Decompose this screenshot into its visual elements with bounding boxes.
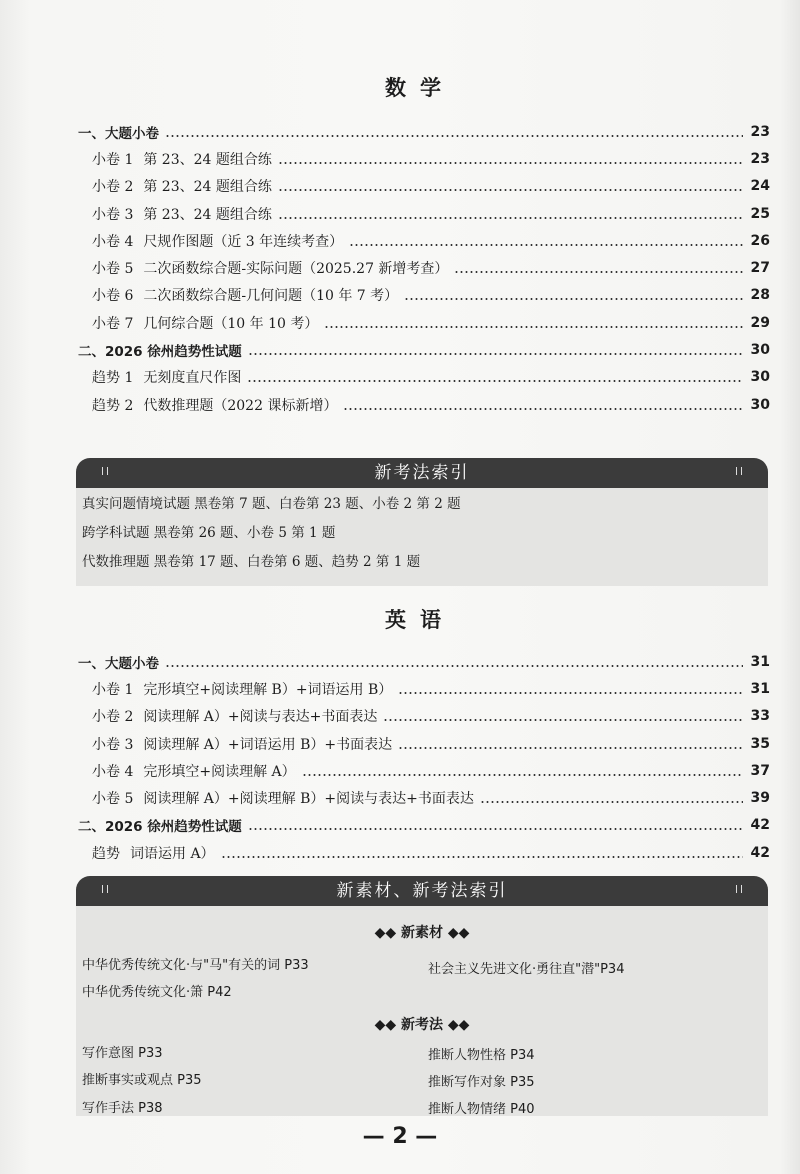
toc-page-number: 30: [750, 369, 770, 386]
toc-leader-dots: [454, 271, 742, 273]
index-value: 黑卷第 7 题、白卷第 23 题、小卷 2 第 2 题: [194, 496, 461, 512]
toc-entry-label: [92, 706, 377, 726]
index-key: 真实问题情境试题: [82, 496, 190, 512]
toc-section-row: [78, 118, 770, 145]
toc-page-number: 31: [750, 653, 770, 670]
toc-entry-number: 小卷 2: [92, 179, 134, 196]
toc-entry-title: 阅读理解 A）+阅读理解 B）+阅读与表达+书面表达: [143, 791, 474, 808]
toc-entry-title: 代数推理题（2022 课标新增）: [143, 397, 338, 414]
toc-entry-title: 二次函数综合题-几何问题（10 年 7 考）: [143, 288, 399, 305]
toc-entry-row: [78, 254, 770, 281]
toc-leader-dots: [302, 774, 743, 776]
method-item: 推断人物性格 P34: [428, 1048, 535, 1063]
toc-entry-row: [78, 703, 770, 730]
toc-entry-title: 无刻度直尺作图: [143, 370, 242, 387]
toc-entry-title: 第 23、24 题组合练: [143, 206, 272, 223]
method-item: 写作意图 P33: [82, 1046, 163, 1061]
math-index-box: [76, 488, 768, 586]
toc-leader-dots: [349, 244, 742, 246]
banner-decoration: [102, 885, 108, 893]
toc-entry-label: [92, 285, 398, 305]
toc-entry-row: [78, 173, 770, 200]
toc-leader-dots: [278, 189, 743, 191]
toc-entry-label: 二、2026 徐州趋势性试题: [78, 344, 242, 361]
toc-entry-row: [78, 839, 770, 866]
toc-entry-number: 趋势: [92, 845, 120, 862]
toc-entry-row: [78, 675, 770, 702]
toc-leader-dots: [480, 801, 743, 803]
toc-entry-row: [78, 784, 770, 811]
english-index-banner: [76, 876, 768, 906]
toc-leader-dots: [248, 828, 743, 830]
toc-page-number: 42: [750, 844, 770, 861]
toc-entry-title: 词语运用 A）: [130, 845, 215, 862]
toc-leader-dots: [221, 856, 743, 858]
toc-entry-label: [92, 258, 448, 278]
new-materials-heading: ◆◆ 新素材 ◆◆: [374, 925, 470, 941]
toc-entry-number: 小卷 3: [92, 206, 134, 223]
toc-section-row: [78, 336, 770, 363]
toc-leader-dots: [398, 747, 742, 749]
toc-entry-title: 完形填空+阅读理解 A）: [143, 763, 296, 780]
toc-leader-dots: [324, 326, 742, 328]
toc-page-number: 26: [750, 232, 770, 249]
toc-entry-label: [92, 149, 272, 169]
material-item: 社会主义先进文化·勇往直"潜"P34: [428, 962, 625, 977]
toc-page-number: 23: [750, 150, 770, 167]
toc-entry-row: [78, 391, 770, 418]
toc-leader-dots: [278, 217, 743, 219]
toc-entry-label: [92, 734, 392, 754]
index-value: 黑卷第 26 题、小卷 5 第 1 题: [153, 525, 336, 541]
toc-entry-label: [92, 204, 272, 224]
toc-section-row: [78, 812, 770, 839]
toc-page-number: 27: [750, 260, 770, 277]
toc-entry-row: [78, 730, 770, 757]
index-value: 黑卷第 17 题、白卷第 6 题、趋势 2 第 1 题: [153, 554, 421, 570]
math-index-banner-title: 新考法索引: [374, 463, 470, 483]
toc-page-number: 33: [750, 708, 770, 725]
toc-page-number: 28: [750, 287, 770, 304]
toc-page-number: 29: [750, 314, 770, 331]
toc-leader-dots: [247, 380, 742, 382]
toc-entry-row: [78, 200, 770, 227]
toc-entry-title: 完形填空+阅读理解 B）+词语运用 B）: [143, 681, 393, 698]
index-key: 代数推理题: [82, 554, 150, 570]
math-index-banner: [76, 458, 768, 488]
toc-leader-dots: [343, 408, 742, 410]
english-section-title: 英语: [385, 608, 455, 632]
method-item: 推断写作对象 P35: [428, 1075, 535, 1090]
toc-entry-number: 小卷 7: [92, 315, 134, 332]
banner-decoration: [736, 467, 742, 475]
toc-page-number: 42: [750, 817, 770, 834]
new-methods-heading: ◆◆ 新考法 ◆◆: [374, 1017, 470, 1033]
toc-leader-dots: [278, 162, 743, 164]
toc-entry-label: 一、大题小卷: [78, 655, 159, 672]
index-row: [76, 519, 768, 548]
toc-entry-row: [78, 757, 770, 784]
toc-entry-row: [78, 364, 770, 391]
toc-entry-title: 阅读理解 A）+阅读与表达+书面表达: [143, 709, 378, 726]
english-index-box: [76, 906, 768, 1116]
toc-entry-number: 小卷 5: [92, 261, 134, 278]
toc-entry-row: [78, 309, 770, 336]
method-item: 推断事实或观点 P35: [82, 1073, 202, 1088]
toc-entry-title: 二次函数综合题-实际问题（2025.27 新增考查）: [143, 261, 449, 278]
toc-entry-label: [92, 231, 343, 251]
toc-entry-number: 小卷 4: [92, 763, 134, 780]
toc-entry-label: [92, 761, 296, 781]
toc-entry-label: [92, 395, 337, 415]
toc-entry-label: [92, 843, 215, 863]
toc-entry-row: [78, 282, 770, 309]
banner-decoration: [736, 885, 742, 893]
toc-entry-label: [92, 367, 241, 387]
index-key: 跨学科试题: [82, 525, 150, 541]
toc-entry-label: 一、大题小卷: [78, 125, 159, 142]
toc-entry-label: 二、2026 徐州趋势性试题: [78, 819, 242, 836]
toc-entry-number: 小卷 6: [92, 288, 134, 305]
toc-section-row: [78, 648, 770, 675]
toc-entry-number: 趋势 2: [92, 397, 134, 414]
toc-leader-dots: [404, 298, 742, 300]
toc-page-number: 31: [750, 680, 770, 697]
toc-leader-dots: [165, 135, 743, 137]
toc-entry-label: [92, 176, 272, 196]
english-toc: [78, 648, 770, 866]
toc-entry-number: 趋势 1: [92, 370, 134, 387]
index-row: [76, 490, 768, 519]
toc-entry-title: 阅读理解 A）+词语运用 B）+书面表达: [143, 736, 393, 753]
toc-leader-dots: [248, 353, 743, 355]
toc-entry-title: 第 23、24 题组合练: [143, 151, 272, 168]
math-section-title: 数学: [385, 76, 455, 100]
toc-entry-label: [92, 679, 392, 699]
toc-page-number: 30: [750, 342, 770, 359]
toc-page-number: 39: [750, 790, 770, 807]
toc-entry-title: 尺规作图题（近 3 年连续考查）: [143, 233, 344, 250]
toc-entry-title: 第 23、24 题组合练: [143, 179, 272, 196]
banner-decoration: [102, 467, 108, 475]
toc-entry-label: [92, 313, 318, 333]
toc-entry-title: 几何综合题（10 年 10 考）: [143, 315, 319, 332]
material-item: 中华优秀传统文化·与"马"有关的词 P33: [82, 958, 309, 973]
index-row: [76, 548, 768, 577]
toc-entry-row: [78, 145, 770, 172]
toc-page-number: 30: [750, 396, 770, 413]
toc-leader-dots: [398, 692, 742, 694]
toc-entry-number: 小卷 4: [92, 233, 134, 250]
toc-page-number: 24: [750, 178, 770, 195]
toc-entry-number: 小卷 1: [92, 681, 134, 698]
toc-entry-number: 小卷 3: [92, 736, 134, 753]
material-item: 中华优秀传统文化·箫 P42: [82, 985, 232, 1000]
toc-entry-row: [78, 227, 770, 254]
math-toc: [78, 118, 770, 418]
toc-leader-dots: [165, 665, 743, 667]
english-index-banner-title: 新素材、新考法索引: [336, 881, 508, 901]
method-item: 推断人物情绪 P40: [428, 1102, 535, 1117]
toc-entry-label: [92, 788, 474, 808]
toc-entry-number: 小卷 1: [92, 151, 134, 168]
toc-page-number: 25: [750, 205, 770, 222]
toc-entry-number: 小卷 2: [92, 709, 134, 726]
method-item: 写作手法 P38: [82, 1101, 163, 1116]
toc-entry-number: 小卷 5: [92, 791, 134, 808]
page-number: — 2 —: [362, 1124, 438, 1149]
toc-page-number: 35: [750, 735, 770, 752]
toc-page-number: 37: [750, 762, 770, 779]
toc-page-number: 23: [750, 123, 770, 140]
toc-leader-dots: [383, 719, 742, 721]
